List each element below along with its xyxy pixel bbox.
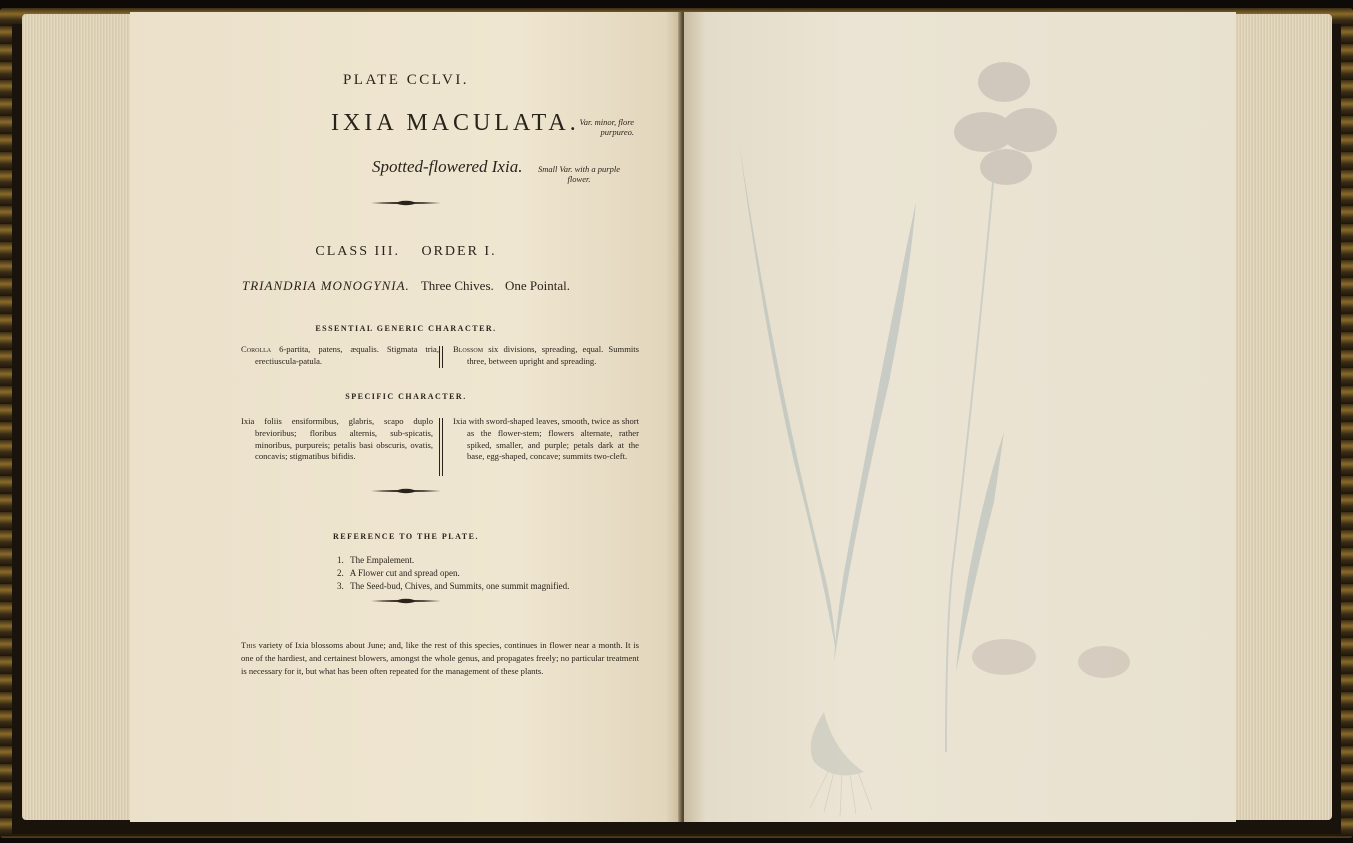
reference-text: A Flower cut and spread open. — [349, 568, 460, 578]
description-paragraph — [241, 639, 639, 678]
essential-heading: ESSENTIAL GENERIC CHARACTER. — [315, 324, 497, 333]
flower-showthrough — [954, 62, 1057, 185]
species-name: IXIA MACULATA. — [331, 110, 580, 136]
roots-showthrough — [810, 770, 872, 817]
variety-latin-line: Var. minor, flore — [579, 117, 634, 127]
specific-latin — [241, 416, 433, 463]
specific-latin-text: Ixia foliis ensiformibus, glabris, scapo duplo brevioribus; floribus alternis, sub-spicatis, minoribus, purpureis; petalis basi obscuris, ovatis, concavis; stigmatibus bifidis. — [241, 416, 433, 462]
body-lead: This — [241, 640, 256, 650]
specific-english-text: Ixia with sword-shaped leaves, smooth, twice as short as the flower-stem; flowers alternate, rather spiked, smaller, and purple; petals dark at the base, egg-shaped, concave; summits two-cleft. — [453, 416, 639, 462]
page-edges-left — [22, 14, 134, 820]
list-item — [337, 554, 569, 567]
ornament-divider — [130, 200, 682, 206]
essential-latin-text: 6-partita, patens, æqualis. Stigmata tria, erectiuscula-patula. — [255, 344, 439, 366]
body-text: variety of Ixia blossoms about June; and, like the rest of this species, continues in flower near a month. It is one of the hardiest, and certainest blowers, amongst the whole genus, and propagates freely; no particular treatment is necessary for it, but what has been often repeated for the management of these plants. — [241, 640, 639, 676]
class-label: CLASS III. — [315, 244, 400, 259]
leaf-showthrough — [739, 142, 836, 652]
pointal: One Pointal. — [505, 278, 570, 293]
list-item — [337, 567, 569, 580]
reference-number: 2. — [337, 568, 344, 578]
essential-english-term: Blossom — [453, 344, 484, 354]
variety-english-line: Small Var. with a purple — [538, 164, 620, 174]
ornament-divider — [130, 488, 682, 494]
page-edges-right — [1232, 14, 1332, 820]
reference-heading: REFERENCE TO THE PLATE. — [333, 532, 479, 541]
reference-number: 1. — [337, 555, 344, 565]
reference-list — [337, 554, 569, 593]
reference-text: The Seed-bud, Chives, and Summits, one summit magnified. — [350, 581, 570, 591]
order-label: ORDER I. — [421, 244, 497, 259]
list-item — [337, 580, 569, 593]
column-divider — [439, 346, 443, 368]
specific-english — [453, 416, 639, 463]
column-divider — [439, 418, 443, 476]
essential-english — [453, 344, 639, 368]
variety-english-line: flower. — [567, 174, 591, 184]
ornament-divider — [130, 598, 682, 604]
common-name: Spotted-flowered Ixia. — [372, 157, 523, 176]
plate-showthrough-illustration — [684, 12, 1236, 822]
linnaean-classification — [130, 278, 682, 294]
chives: Three Chives. — [420, 278, 494, 293]
essential-latin-term: Corolla — [241, 344, 272, 354]
left-page — [130, 12, 682, 822]
variety-latin — [544, 117, 634, 137]
plate-title: PLATE CCLVI. — [342, 72, 470, 88]
class-order — [130, 244, 682, 260]
reference-text: The Empalement. — [350, 555, 415, 565]
linnaean-class: TRIANDRIA MONOGYNIA. — [242, 278, 410, 293]
reference-number: 3. — [337, 581, 344, 591]
essential-english-text: six divisions, spreading, equal. Summits three, between upright and spreading. — [467, 344, 639, 366]
essential-latin — [241, 344, 439, 368]
variety-english — [524, 164, 634, 184]
specific-heading: SPECIFIC CHARACTER. — [345, 392, 467, 401]
dissection-showthrough — [972, 639, 1130, 678]
bulb-showthrough — [811, 712, 864, 775]
leaf-showthrough — [834, 202, 916, 662]
variety-latin-line: purpureo. — [600, 127, 634, 137]
right-page — [684, 12, 1236, 822]
